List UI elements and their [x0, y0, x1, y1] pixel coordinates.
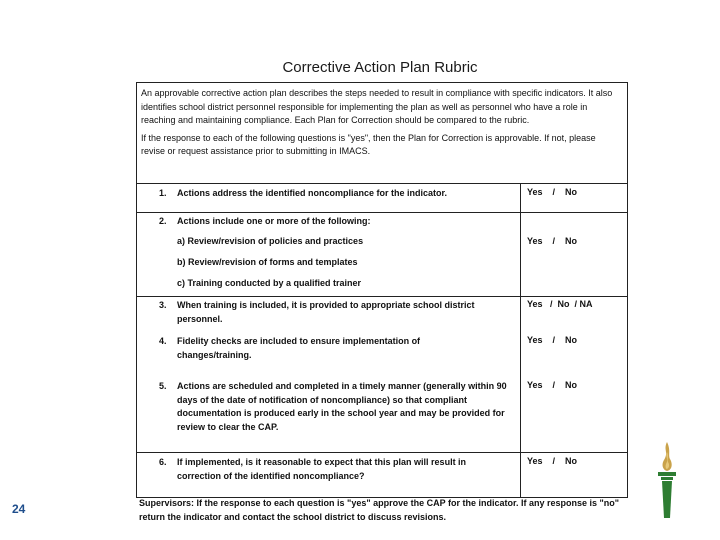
question-6-text: If implemented, is it reasonable to expect that this plan will result in correction of the identified noncompliance? — [177, 457, 467, 481]
question-2-subitem-b: b) Review/revision of forms and templates — [177, 257, 358, 267]
question-row-1 — [137, 184, 627, 213]
torch-icon — [654, 440, 680, 520]
question-4-text: Fidelity checks are included to ensure implementation of changes/training. — [177, 336, 421, 360]
question-2-answer: Yes / No — [527, 236, 578, 246]
question-5-answer: Yes / No — [527, 380, 578, 390]
question-2-subitem-c: c) Training conducted by a qualified trainer — [177, 278, 362, 288]
question-5-number: 5. — [159, 381, 167, 391]
intro-section — [137, 83, 627, 184]
intro-paragraph-2: If the response to each of the following questions is "yes", then the Plan for Correction is approvable. If not, please revise or request assistance prior to submitting in IMACS. — [141, 132, 596, 156]
question-2-number: 2. — [159, 216, 167, 226]
question-5-text: Actions are scheduled and completed in a timely manner (generally within 90 days of the date of notification of noncompliance) so that compliant documentation is produced early in the school year and may be provided for review to clear the CAP. — [177, 381, 507, 432]
question-row-6 — [137, 453, 627, 497]
rubric-table — [136, 82, 628, 498]
question-row-3-5 — [137, 297, 627, 453]
question-3-text: When training is included, it is provided to appropriate school district personnel. — [177, 300, 475, 324]
question-6-answer: Yes / No — [527, 456, 578, 466]
question-3-answer: Yes / No / NA — [527, 299, 593, 309]
supervisor-note: Supervisors: If the response to each question is "yes" approve the CAP for the indicator. If any response is "no" return the indicator and contact the school district to discuss revisions. — [139, 498, 620, 522]
question-1-answer: Yes / No — [527, 187, 578, 197]
document-title: Corrective Action Plan Rubric — [282, 59, 478, 76]
question-6-number: 6. — [159, 457, 167, 467]
question-4-answer: Yes / No — [527, 335, 578, 345]
question-2-subitem-a: a) Review/revision of policies and practices — [177, 236, 364, 246]
question-1-number: 1. — [159, 188, 167, 198]
question-1-text: Actions address the identified noncompliance for the indicator. — [177, 188, 448, 198]
page-number: 24 — [12, 502, 26, 516]
question-3-number: 3. — [159, 300, 167, 310]
question-4-number: 4. — [159, 336, 167, 346]
question-2-text: Actions include one or more of the following: — [177, 216, 371, 226]
intro-paragraph-1: An approvable corrective action plan describes the steps needed to result in compliance with specific indicators. It also identifies school district personnel responsible for implementing the plan as well as personnel who have a role in reaching and maintaining compliance. Each Plan for Correction should be compared to the rubric. — [141, 88, 613, 125]
question-row-2 — [137, 213, 627, 297]
